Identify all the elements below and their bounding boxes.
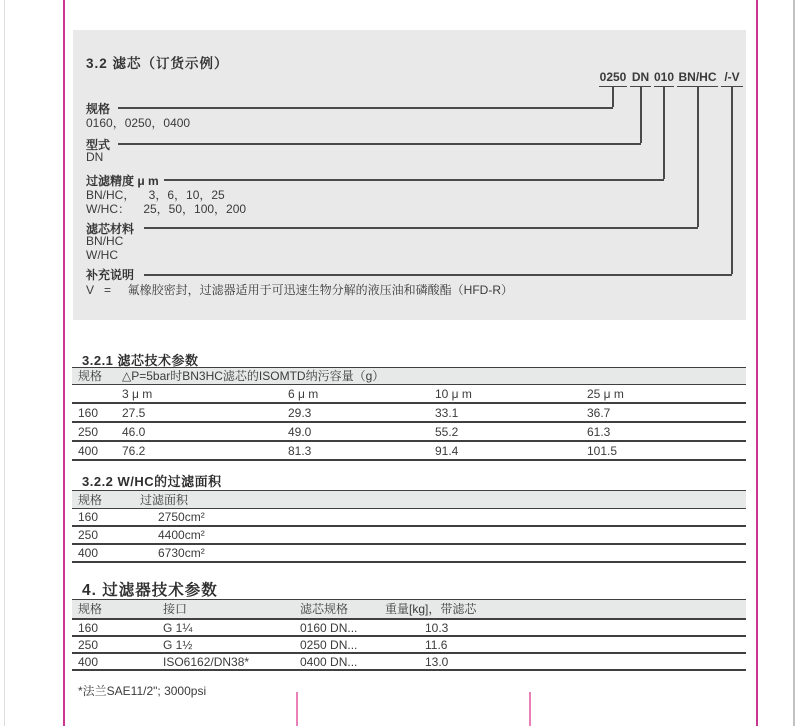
column-header: 6 μ m — [288, 387, 319, 401]
cell-weight: 13.0 — [425, 655, 449, 669]
table-subheader-row — [72, 385, 746, 404]
connector-line — [640, 86, 642, 143]
crop-mark-right — [756, 0, 758, 726]
cell-value: 36.7 — [587, 406, 611, 420]
diagram-label-supplement: 补充说明 — [86, 268, 135, 282]
connector-line — [731, 86, 733, 274]
diagram-value: BN/HC， 3，6，10，25 — [86, 188, 225, 202]
table-header-row — [72, 600, 746, 620]
connector-line — [164, 179, 664, 181]
connector-line — [612, 86, 614, 107]
table-row — [72, 545, 746, 563]
cell-value: 81.3 — [288, 444, 312, 458]
table-row — [72, 620, 746, 637]
cell-value: 33.1 — [435, 406, 459, 420]
diagram-label-type: 型式 — [86, 138, 111, 152]
order-code-segment-size: 0250 — [599, 70, 627, 87]
connector-line — [118, 143, 641, 145]
section-3-2-1-heading: 3.2.1 滤芯技术参数 — [82, 353, 199, 368]
cell-value: 76.2 — [122, 444, 146, 458]
page-edge-line-right — [793, 0, 795, 726]
connector-line — [144, 227, 698, 229]
cell-value: 49.0 — [288, 425, 312, 439]
column-header: 过滤面积 — [140, 493, 189, 507]
table-row — [72, 404, 746, 423]
cell-spec: 160 — [78, 621, 99, 635]
diagram-value: W/HC： 25，50，100，200 — [86, 202, 247, 216]
column-header: 规格 — [78, 602, 103, 616]
diagram-value: BN/HC — [86, 234, 124, 248]
diagram-label-precision: 过滤精度 μ m — [86, 174, 159, 188]
cell-spec: 250 — [78, 425, 99, 439]
diagram-value: DN — [86, 150, 104, 164]
cell-weight: 11.6 — [425, 638, 448, 652]
cell-spec: 400 — [78, 655, 99, 669]
crop-mark-bottom-2 — [529, 692, 531, 726]
column-header: 重量[kg]，带滤芯 — [385, 602, 477, 616]
cell-spec: 160 — [78, 510, 99, 524]
table-row — [72, 527, 746, 545]
diagram-label-material: 滤芯材料 — [86, 222, 135, 236]
connector-line — [118, 107, 613, 109]
cell-area: 6730cm² — [158, 546, 205, 560]
diagram-label-spec: 规格 — [86, 102, 111, 116]
connector-line — [144, 274, 732, 276]
table-header-row — [72, 368, 746, 385]
cell-port: ISO6162/DN38* — [163, 655, 250, 669]
element-parameters-table — [72, 367, 746, 461]
cell-port: G 1¼ — [163, 621, 193, 635]
cell-spec: 160 — [78, 406, 99, 420]
cell-spec: 400 — [78, 546, 99, 560]
table-row — [72, 423, 746, 442]
table-row — [72, 509, 746, 527]
cell-value: 27.5 — [122, 406, 146, 420]
column-header: 规格 — [78, 369, 103, 383]
connector-line — [663, 86, 665, 179]
filtration-area-table — [72, 490, 746, 563]
crop-mark-bottom-1 — [296, 692, 298, 726]
cell-value: 101.5 — [587, 444, 618, 458]
table-row — [72, 442, 746, 461]
cell-weight: 10.3 — [425, 621, 449, 635]
cell-area: 4400cm² — [158, 528, 205, 542]
cell-value: 55.2 — [435, 425, 459, 439]
section-4-heading: 4. 过滤器技术参数 — [82, 582, 218, 599]
section-3-2-2-heading: 3.2.2 W/HC的过滤面积 — [82, 474, 222, 489]
column-header: 3 μ m — [122, 387, 153, 401]
diagram-value: W/HC — [86, 248, 118, 262]
cell-value: 46.0 — [122, 425, 146, 439]
page-edge-line-left — [4, 0, 5, 726]
diagram-value: V = 氟橡胶密封，过滤器适用于可迅速生物分解的液压油和磷酸酯（HFD-R） — [86, 283, 514, 297]
order-code-segment-type: DN — [630, 70, 651, 87]
column-header: 规格 — [78, 493, 103, 507]
cell-element: 0400 DN... — [300, 655, 358, 669]
table-row — [72, 654, 746, 671]
section-3-2-title: 3.2 滤芯（订货示例） — [86, 56, 229, 71]
cell-port: G 1½ — [163, 638, 193, 652]
crop-mark-left — [63, 0, 65, 726]
table-header-row — [72, 491, 746, 509]
cell-value: 91.4 — [435, 444, 459, 458]
ordering-example-panel — [73, 30, 746, 320]
column-header: 10 μ m — [435, 387, 472, 401]
order-code-segment-micron: 010 — [654, 70, 674, 87]
diagram-value: 0160，0250，0400 — [86, 116, 191, 130]
column-header: △P=5bar时BN3HC滤芯的ISOMTD纳污容量（g） — [122, 369, 385, 383]
cell-area: 2750cm² — [158, 510, 205, 524]
cell-element: 0160 DN... — [300, 621, 358, 635]
flange-footnote: *法兰SAE11/2"; 3000psi — [78, 684, 207, 698]
cell-spec: 400 — [78, 444, 99, 458]
column-header: 25 μ m — [587, 387, 624, 401]
cell-spec: 250 — [78, 638, 99, 652]
cell-element: 0250 DN... — [300, 638, 358, 652]
connector-line — [697, 86, 699, 227]
filter-parameters-table — [72, 599, 746, 671]
column-header: 接口 — [163, 602, 188, 616]
cell-value: 29.3 — [288, 406, 312, 420]
column-header: 滤芯规格 — [300, 602, 349, 616]
order-code-segment-material: BN/HC — [677, 70, 718, 87]
table-row — [72, 637, 746, 654]
cell-spec: 250 — [78, 528, 99, 542]
order-code-segment-suffix: /-V — [721, 70, 743, 87]
cell-value: 61.3 — [587, 425, 611, 439]
